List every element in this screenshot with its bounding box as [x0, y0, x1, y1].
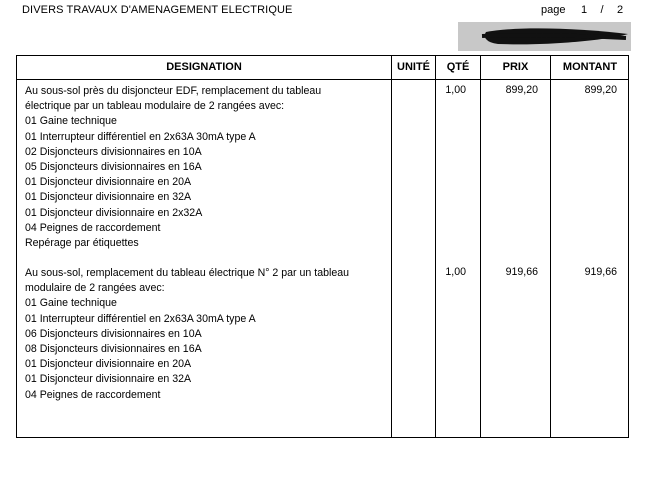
row-1-designation	[25, 84, 390, 251]
column-divider	[550, 56, 551, 437]
designation-line: électrique par un tableau modulaire de 2 rangées avec:	[25, 100, 285, 113]
page-total: 2	[616, 4, 624, 16]
designation-line: 01 Interrupteur différentiel en 2x63A 30mA type A	[25, 312, 256, 325]
designation-line: 02 Disjoncteurs divisionnaires en 10A	[25, 145, 202, 158]
designation-line: 05 Disjoncteurs divisionnaires en 16A	[25, 161, 202, 174]
row-2-montant: 919,66	[584, 266, 617, 278]
row-1-qte: 1,00	[445, 84, 466, 96]
designation-line: 01 Disjoncteur divisionnaire en 32A	[25, 373, 192, 386]
quote-table	[16, 55, 629, 438]
header-designation: DESIGNATION	[166, 61, 242, 73]
designation-line: Repérage par étiquettes	[25, 237, 139, 250]
designation-line: 01 Gaine technique	[25, 115, 117, 128]
page-label: page	[541, 4, 566, 16]
designation-line: modulaire de 2 rangées avec:	[25, 282, 165, 295]
designation-line: 01 Interrupteur différentiel en 2x63A 30mA type A	[25, 130, 256, 143]
document-title: DIVERS TRAVAUX D'AMENAGEMENT ELECTRIQUE	[22, 4, 293, 16]
column-divider	[391, 56, 392, 437]
header-divider	[17, 79, 628, 80]
designation-line: 01 Gaine technique	[25, 297, 117, 310]
designation-line: 04 Peignes de raccordement	[25, 221, 161, 234]
row-1-prix: 899,20	[505, 84, 538, 96]
designation-line: 01 Disjoncteur divisionnaire en 20A	[25, 358, 192, 371]
page-indicator	[541, 4, 629, 16]
row-1-montant: 899,20	[584, 84, 617, 96]
row-2-prix: 919,66	[505, 266, 538, 278]
designation-line: 08 Disjoncteurs divisionnaires en 16A	[25, 343, 202, 356]
designation-line: 04 Peignes de raccordement	[25, 388, 161, 401]
header-unite: UNITÉ	[397, 61, 430, 73]
redaction-scribble-icon	[458, 22, 631, 51]
page-separator: /	[600, 4, 604, 16]
header-prix: PRIX	[502, 61, 529, 73]
designation-line: 06 Disjoncteurs divisionnaires en 10A	[25, 327, 202, 340]
page-current: 1	[580, 4, 588, 16]
header-montant: MONTANT	[562, 61, 618, 73]
designation-line: 01 Disjoncteur divisionnaire en 20A	[25, 176, 192, 189]
column-divider	[435, 56, 436, 437]
designation-line: Au sous-sol, remplacement du tableau électrique N° 2 par un tableau	[25, 267, 350, 279]
row-2-designation	[25, 266, 390, 403]
row-2-qte: 1,00	[445, 266, 466, 278]
designation-line: Au sous-sol près du disjoncteur EDF, remplacement du tableau	[25, 85, 322, 97]
designation-line: 01 Disjoncteur divisionnaire en 32A	[25, 191, 192, 204]
designation-line: 01 Disjoncteur divisionnaire en 2x32A	[25, 206, 203, 219]
column-divider	[480, 56, 481, 437]
header-qte: QTÉ	[446, 61, 470, 73]
